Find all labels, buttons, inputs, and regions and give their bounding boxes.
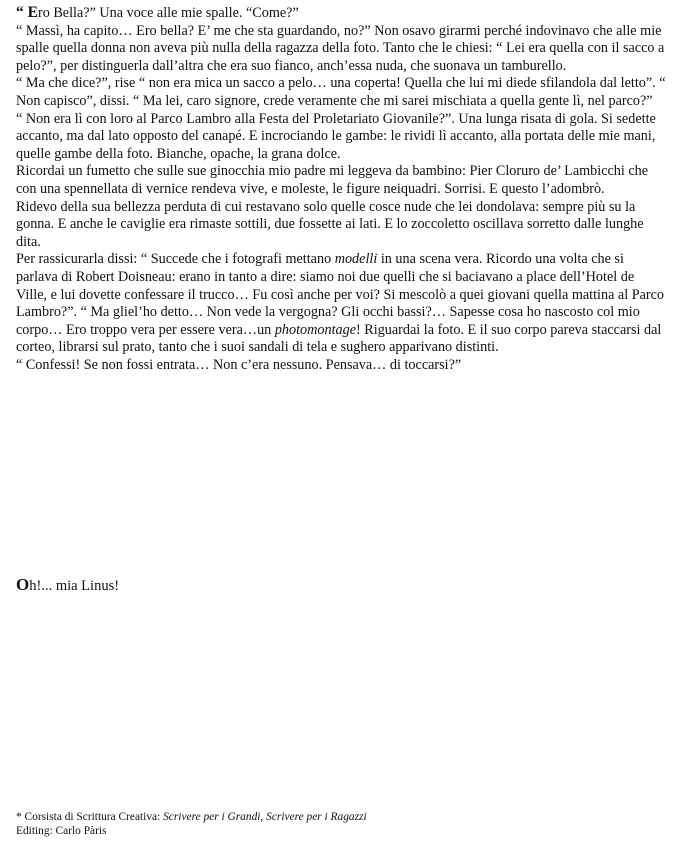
paragraph-8: “ Confessi! Se non fossi entrata… Non c’era nessuno. Pensava… di toccarsi?”: [16, 356, 462, 373]
paragraph-1: [16, 4, 666, 23]
paragraph-1-text: ro Bella?” Una voce alle mie spalle. “Come?”: [37, 5, 299, 21]
paragraph-2: “ Massì, ha capito… Ero bella? E’ me che sta guardando, no?” Non osavo girarmi perché indovinavo che alle mie spalle quella donna non aveva più nulla della ragazza della foto. Tanto che le chiesi: “ Lei era quella con il sacco a pelo?”, per distinguerla dall’altra che era suo fianco, anch’essa nuda, che suonava un tamburello.: [16, 22, 665, 74]
footnote: [16, 810, 367, 838]
document-page: [16, 0, 666, 837]
title-initial: O: [16, 575, 30, 594]
story-title: [16, 575, 119, 595]
paragraph-4: “ Non era lì con loro al Parco Lambro alla Festa del Proletariato Giovanile?”. Una lunga risata di gola. Si sedette accanto, ma dal lato opposto del canapé. E incrociando le gambe: le rividi lì accanto, alla portata delle mie mani, quelle gambe della foto. Bianche, opache, la grana dolce.: [16, 110, 656, 162]
paragraph-7-part-c: in una scena vera. Ricordo una volta che si parlava di Robert Doisneau: erano in tanto a dire: siamo noi due quelli che si baciavano a place dell’Hotel de Ville, e lui dovette confessare il trucco… Fu così anche per voi? Si mescolò a quei giovani quella mattina al Parco Lambro?”. “ Ma gliel’ho detto… Non vede la vergogna? Gli occhi bassi?… Sapesse cosa ho nascosto col mio corpo… Ero troppo vera per essere vera…un: [16, 251, 665, 338]
paragraph-7-part-a: Per rassicurarla dissi: “ Succede che i fotografi mettano: [16, 251, 335, 268]
drop-initial: “ E: [16, 4, 38, 21]
italic-photomontage: photomontage: [274, 321, 357, 338]
paragraph-7: [16, 251, 666, 357]
paragraph-6: Ridevo della sua bellezza perduta di cui restavano solo quelle cosce nude che lei dondolava: sempre più su la gonna. E anche le caviglie era rimaste sottili, due fossette ai lati. E lo zoccoletto oscillava sorretto dalle lunghe dita.: [16, 198, 644, 250]
footnote-line-2: Editing: Carlo Pàris: [16, 825, 107, 837]
story-text: [16, 4, 666, 374]
italic-modelli: modelli: [334, 251, 378, 268]
paragraph-5: Ricordai un fumetto che sulle sue ginocchia mio padre mi leggeva da bambino: Pier Cloruro de’ Lambicchi che con una spennellata di vernice rendeva vive, e moleste, le figure neiquadri. Sorrisi. E questo l’adombrò.: [16, 163, 649, 197]
paragraph-3: “ Ma che dice?”, rise “ non era mica un sacco a pelo… una coperta! Quella che lui mi diede sfilandola dal letto”. “ Non capisco”, dissi. “ Ma lei, caro signore, crede veramente che mi sarei mischiata a quella gente lì, nel parco?”: [16, 75, 666, 109]
title-text: h!... mia Linus!: [29, 578, 120, 594]
footnote-line-1: [16, 810, 367, 824]
footnote-prefix: * Corsista di Scrittura Creativa:: [16, 811, 164, 823]
footnote-course-title: Scrivere per i Grandi, Scrivere per i Ragazzi: [163, 811, 367, 823]
paragraph-7-part-e: ! Riguardai la foto. E il suo corpo pareva staccarsi dal corteo, librarsi sul prato, tanto che i suoi sandali di tela e sughero apparivano distinti.: [16, 321, 662, 356]
